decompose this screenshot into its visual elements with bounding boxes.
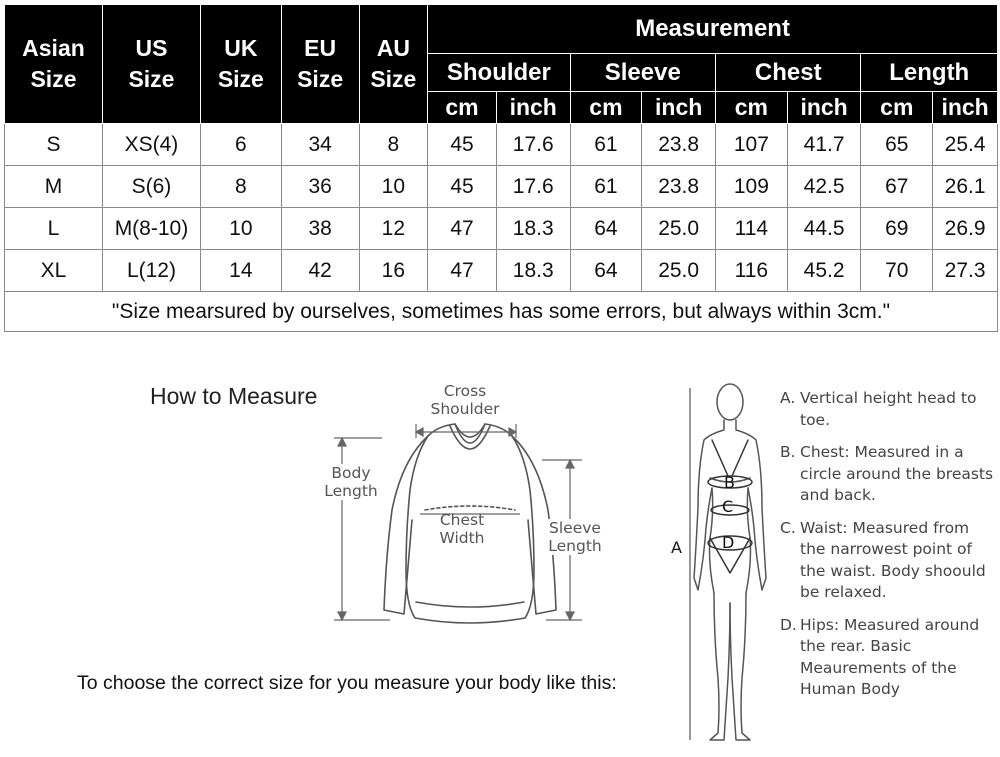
- instruction-text: Vertical height head to toe.: [800, 389, 977, 429]
- table-cell: 34: [281, 124, 359, 166]
- cross-shoulder-label: Cross Shoulder: [430, 382, 500, 418]
- table-cell: 26.1: [933, 166, 998, 208]
- table-cell: M: [5, 166, 103, 208]
- table-cell: 109: [716, 166, 788, 208]
- table-cell: 36: [281, 166, 359, 208]
- table-cell: 27.3: [933, 250, 998, 292]
- table-cell: 107: [716, 124, 788, 166]
- table-cell: 6: [200, 124, 281, 166]
- table-cell: M(8-10): [102, 208, 200, 250]
- header-unit: inch: [642, 92, 716, 124]
- body-length-label: Body Length: [318, 464, 384, 500]
- table-cell: XL: [5, 250, 103, 292]
- table-cell: 8: [359, 124, 428, 166]
- table-cell: 70: [861, 250, 933, 292]
- table-cell: 45: [428, 124, 497, 166]
- table-cell: 61: [570, 124, 642, 166]
- figure-label-a: A: [671, 538, 682, 557]
- size-chart-table: [4, 4, 998, 332]
- header-unit: cm: [570, 92, 642, 124]
- header-eu-size: EU Size: [281, 5, 359, 124]
- sleeve-length-label: Sleeve Length: [543, 519, 607, 555]
- table-cell: 42.5: [787, 166, 861, 208]
- header-shoulder: Shoulder: [428, 54, 570, 92]
- table-cell: 114: [716, 208, 788, 250]
- header-length: Length: [861, 54, 998, 92]
- table-row: [5, 208, 998, 250]
- figure-label-c: C: [722, 497, 734, 516]
- table-cell: 41.7: [787, 124, 861, 166]
- instruction-letter: B.: [780, 443, 796, 461]
- table-cell: L: [5, 208, 103, 250]
- header-us-size: US Size: [102, 5, 200, 124]
- instruction-item: [780, 518, 995, 604]
- header-au-size: AU Size: [359, 5, 428, 124]
- table-cell: 18.3: [496, 250, 570, 292]
- size-note: "Size mearsured by ourselves, sometimes has some errors, but always within 3cm.": [5, 292, 998, 332]
- figure-label-d: D: [722, 533, 735, 552]
- header-sleeve: Sleeve: [570, 54, 715, 92]
- table-cell: 69: [861, 208, 933, 250]
- table-row: [5, 124, 998, 166]
- table-cell: 116: [716, 250, 788, 292]
- table-cell: 14: [200, 250, 281, 292]
- table-cell: 47: [428, 208, 497, 250]
- header-unit: cm: [428, 92, 497, 124]
- header-measurement: Measurement: [428, 5, 998, 54]
- instruction-text: Chest: Measured in a circle around the breasts and back.: [800, 443, 994, 504]
- header-unit: cm: [716, 92, 788, 124]
- table-row: [5, 250, 998, 292]
- header-unit: cm: [861, 92, 933, 124]
- table-cell: 42: [281, 250, 359, 292]
- instruction-item: [780, 442, 995, 507]
- table-cell: 65: [861, 124, 933, 166]
- table-cell: 12: [359, 208, 428, 250]
- how-to-measure-title: How to Measure: [150, 383, 318, 409]
- sweater-diagram: [320, 380, 620, 640]
- figure-label-b: B: [724, 473, 735, 492]
- table-cell: 45: [428, 166, 497, 208]
- table-cell: 44.5: [787, 208, 861, 250]
- table-note-row: [5, 292, 998, 332]
- table-cell: L(12): [102, 250, 200, 292]
- header-unit: inch: [933, 92, 998, 124]
- table-cell: 17.6: [496, 124, 570, 166]
- instruction-letter: C.: [780, 518, 796, 537]
- table-cell: 47: [428, 250, 497, 292]
- chest-width-label: Chest Width: [439, 511, 485, 547]
- choose-size-text: To choose the correct size for you measure your body like this:: [77, 672, 617, 694]
- instruction-letter: D.: [780, 615, 797, 634]
- instruction-item: [780, 615, 995, 701]
- table-cell: 38: [281, 208, 359, 250]
- header-asian-size: Asian Size: [5, 5, 103, 124]
- table-cell: 23.8: [642, 124, 716, 166]
- table-cell: 17.6: [496, 166, 570, 208]
- header-unit: inch: [496, 92, 570, 124]
- human-body-figure: [680, 378, 780, 753]
- table-cell: 25.0: [642, 250, 716, 292]
- table-cell: 61: [570, 166, 642, 208]
- table-cell: 67: [861, 166, 933, 208]
- header-unit: inch: [787, 92, 861, 124]
- table-cell: 10: [200, 208, 281, 250]
- table-row: [5, 166, 998, 208]
- table-cell: 26.9: [933, 208, 998, 250]
- table-cell: 25.4: [933, 124, 998, 166]
- table-cell: 10: [359, 166, 428, 208]
- table-cell: 45.2: [787, 250, 861, 292]
- table-cell: XS(4): [102, 124, 200, 166]
- table-cell: 18.3: [496, 208, 570, 250]
- table-cell: S: [5, 124, 103, 166]
- table-cell: 25.0: [642, 208, 716, 250]
- measurement-instructions: [780, 388, 995, 712]
- table-cell: 64: [570, 250, 642, 292]
- instruction-letter: A.: [780, 389, 796, 407]
- instruction-text: Waist: Measured from the narrowest point of the waist. Body shoould be relaxed.: [800, 518, 986, 601]
- instruction-text: Hips: Measured around the rear. Basic Meaurements of the Human Body: [800, 615, 980, 698]
- table-cell: 16: [359, 250, 428, 292]
- header-uk-size: UK Size: [200, 5, 281, 124]
- table-cell: 64: [570, 208, 642, 250]
- table-cell: S(6): [102, 166, 200, 208]
- instruction-item: [780, 388, 995, 431]
- table-cell: 8: [200, 166, 281, 208]
- header-chest: Chest: [716, 54, 861, 92]
- table-cell: 23.8: [642, 166, 716, 208]
